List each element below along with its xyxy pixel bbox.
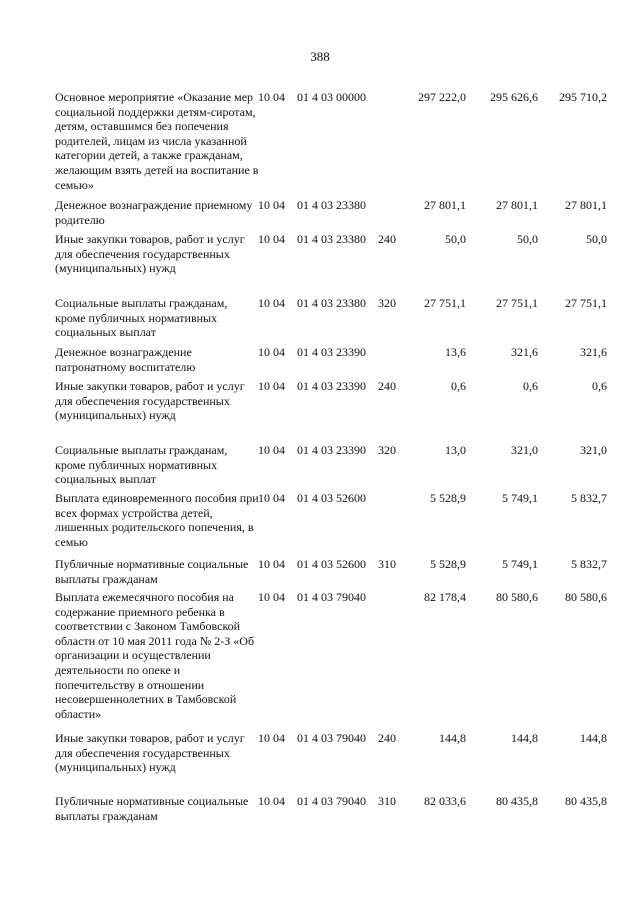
row-name: Денежное вознаграждение приемному родителю (55, 198, 253, 227)
row-target-code: 01 4 03 23390 (297, 443, 366, 457)
row-amount-2: 27 751,1 (496, 296, 538, 310)
row-section-code: 10 04 (258, 731, 285, 745)
row-amount-3: 295 710,2 (559, 90, 607, 104)
row-amount-2: 50,0 (517, 232, 538, 246)
row-amount-3: 5 832,7 (571, 491, 607, 505)
row-amount-2: 0,6 (523, 379, 538, 393)
row-target-code: 01 4 03 79040 (297, 794, 366, 808)
row-section-code: 10 04 (258, 557, 285, 571)
row-section-code: 10 04 (258, 590, 285, 604)
row-target-code: 01 4 03 52600 (297, 491, 366, 505)
row-amount-2: 80 435,8 (496, 794, 538, 808)
row-amount-1: 0,6 (451, 379, 466, 393)
row-target-code: 01 4 03 23380 (297, 296, 366, 310)
row-amount-2: 27 801,1 (496, 198, 538, 212)
row-target-code: 01 4 03 79040 (297, 590, 366, 604)
row-amount-3: 50,0 (586, 232, 607, 246)
row-amount-1: 27 801,1 (424, 198, 466, 212)
row-target-code: 01 4 03 23390 (297, 379, 366, 393)
row-name: Выплата единовременного пособия при всех формах устройства детей, лишенных родительского попечения, в семью (55, 491, 259, 549)
row-amount-2: 144,8 (511, 731, 538, 745)
row-amount-1: 5 528,9 (430, 491, 466, 505)
row-section-code: 10 04 (258, 345, 285, 359)
row-section-code: 10 04 (258, 794, 285, 808)
row-amount-3: 27 751,1 (565, 296, 607, 310)
row-expense-type: 320 (378, 296, 396, 310)
row-expense-type: 320 (378, 443, 396, 457)
row-amount-2: 5 749,1 (502, 557, 538, 571)
row-amount-1: 27 751,1 (424, 296, 466, 310)
row-name: Иные закупки товаров, работ и услуг для обеспечения государственных (муниципальных) нужд (55, 731, 245, 775)
row-name: Социальные выплаты гражданам, кроме публичных нормативных социальных выплат (55, 296, 228, 340)
row-target-code: 01 4 03 79040 (297, 731, 366, 745)
row-target-code: 01 4 03 23380 (297, 232, 366, 246)
row-amount-3: 80 580,6 (565, 590, 607, 604)
row-name: Иные закупки товаров, работ и услуг для обеспечения государственных (муниципальных) нужд (55, 379, 245, 423)
row-amount-3: 5 832,7 (571, 557, 607, 571)
row-amount-1: 297 222,0 (418, 90, 466, 104)
row-expense-type: 240 (378, 232, 396, 246)
row-name: Основное мероприятие «Оказание мер социальной поддержки детям-сиротам, детям, оставшимся без попечения родителей, лицам из числа указанной категории детей, а также гражданам, желающим взять детей на воспитание в семью» (55, 90, 259, 192)
row-amount-3: 27 801,1 (565, 198, 607, 212)
row-expense-type: 240 (378, 731, 396, 745)
row-name: Публичные нормативные социальные выплаты гражданам (55, 557, 249, 586)
row-amount-1: 82 178,4 (424, 590, 466, 604)
row-amount-3: 321,6 (580, 345, 607, 359)
row-expense-type: 310 (378, 794, 396, 808)
row-section-code: 10 04 (258, 491, 285, 505)
row-name: Публичные нормативные социальные выплаты гражданам (55, 794, 249, 823)
row-amount-3: 0,6 (592, 379, 607, 393)
row-amount-2: 321,6 (511, 345, 538, 359)
row-target-code: 01 4 03 00000 (297, 90, 366, 104)
row-name: Выплата ежемесячного пособия на содержание приемного ребенка в соответствии с Законом Тамбовской области от 10 мая 2011 года № 2-З «Об организации и осуществлении деятельности по опеке и попечительству в отношении несовершеннолетних в Тамбовской области» (55, 590, 255, 721)
row-expense-type: 240 (378, 379, 396, 393)
row-expense-type: 310 (378, 557, 396, 571)
row-amount-3: 321,0 (580, 443, 607, 457)
row-section-code: 10 04 (258, 232, 285, 246)
row-section-code: 10 04 (258, 379, 285, 393)
row-section-code: 10 04 (258, 90, 285, 104)
row-target-code: 01 4 03 23390 (297, 345, 366, 359)
row-amount-2: 5 749,1 (502, 491, 538, 505)
row-name: Социальные выплаты гражданам, кроме публичных нормативных социальных выплат (55, 443, 228, 487)
row-amount-3: 144,8 (580, 731, 607, 745)
row-amount-1: 13,6 (445, 345, 466, 359)
row-amount-2: 321,0 (511, 443, 538, 457)
page-number: 388 (310, 49, 330, 64)
row-amount-1: 82 033,6 (424, 794, 466, 808)
row-amount-1: 50,0 (445, 232, 466, 246)
row-amount-1: 5 528,9 (430, 557, 466, 571)
row-section-code: 10 04 (258, 198, 285, 212)
row-section-code: 10 04 (258, 443, 285, 457)
row-name: Иные закупки товаров, работ и услуг для обеспечения государственных (муниципальных) нужд (55, 232, 245, 276)
row-amount-2: 295 626,6 (490, 90, 538, 104)
row-amount-1: 13,0 (445, 443, 466, 457)
row-amount-1: 144,8 (439, 731, 466, 745)
row-name: Денежное вознаграждение патронатному воспитателю (55, 345, 196, 374)
row-target-code: 01 4 03 23380 (297, 198, 366, 212)
row-section-code: 10 04 (258, 296, 285, 310)
row-amount-2: 80 580,6 (496, 590, 538, 604)
row-amount-3: 80 435,8 (565, 794, 607, 808)
row-target-code: 01 4 03 52600 (297, 557, 366, 571)
